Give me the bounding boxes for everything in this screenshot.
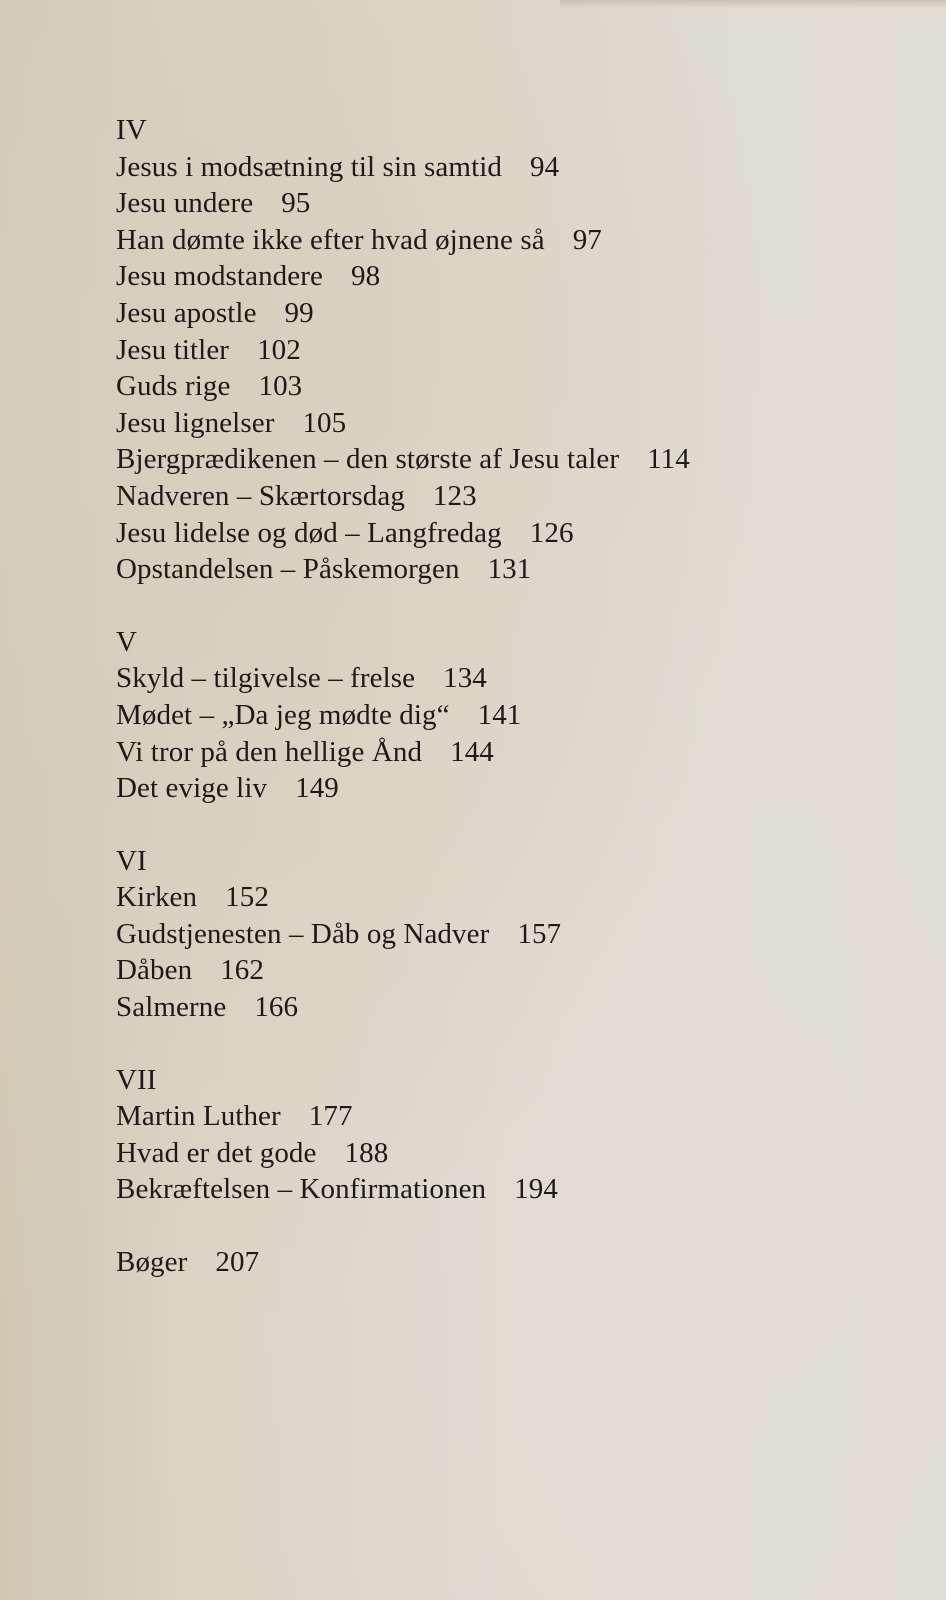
section-heading: IV [116,114,147,146]
toc-entry-title: Jesu apostle [116,296,257,329]
table-of-contents [116,112,876,1317]
toc-entry-title: Hvad er det gode [116,1136,317,1169]
toc-entry [116,879,876,916]
toc-entry [116,660,876,697]
toc-entry-books [116,1244,876,1281]
toc-entry-page: 207 [215,1246,260,1279]
toc-entry-page: 95 [281,187,311,220]
toc-entry-title: Salmerne [116,991,227,1024]
toc-entry [116,1135,876,1172]
toc-entry-page: 131 [487,553,532,586]
toc-entry-title: Han dømte ikke efter hvad øjnene så [116,223,545,256]
toc-entry [116,222,876,259]
toc-entry-page: 177 [308,1100,353,1133]
toc-entry [116,551,876,588]
toc-entry-page: 97 [572,223,602,256]
toc-entry-page: 99 [284,296,314,329]
toc-entry-page: 144 [450,735,494,768]
toc-entry [116,515,876,552]
toc-entry-title: Mødet – „Da jeg mødte dig“ [116,698,450,731]
toc-entry-title: Jesu modstandere [116,260,323,293]
toc-entry [116,478,876,515]
toc-entry [116,185,876,222]
toc-entry-title: Martin Luther [116,1100,281,1133]
toc-entry-title: Nadveren – Skærtorsdag [116,479,405,512]
toc-entry-title: Opstandelsen – Påskemorgen [116,553,460,586]
toc-entry-title: Guds rige [116,370,231,403]
page-edge-shadow [560,0,946,8]
toc-entry-page: 134 [443,662,487,695]
toc-entry [116,405,876,442]
toc-entry-page: 194 [514,1173,558,1206]
toc-entry-title: Jesu undere [116,187,254,220]
toc-entry-page: 141 [477,698,522,731]
toc-entry-title: Jesu lidelse og død – Langfredag [116,516,502,549]
toc-entry-page: 114 [647,443,690,476]
toc-entry-title: Dåben [116,954,193,987]
toc-entry-page: 166 [254,991,299,1024]
toc-entry-title: Det evige liv [116,772,268,805]
section-heading: VII [116,1063,157,1096]
toc-entry-page: 105 [302,406,347,439]
toc-entry-page: 157 [517,917,562,950]
toc-entry-title: Jesus i modsætning til sin samtid [116,150,502,183]
toc-entry [116,149,876,186]
toc-entry-title: Kirken [116,881,198,914]
toc-entry-page: 149 [295,772,339,805]
toc-entry [116,332,876,369]
toc-entry-page: 126 [529,516,574,549]
toc-entry [116,441,876,478]
toc-entry [116,952,876,989]
section-heading: V [116,625,138,658]
toc-entry-title: Vi tror på den hellige Ånd [116,735,423,768]
toc-entry [116,697,876,734]
toc-entry [116,1098,876,1135]
toc-entry [116,1171,876,1208]
toc-entry [116,734,876,771]
toc-entry [116,258,876,295]
toc-entry-title: Gudstjenesten – Dåb og Nadver [116,917,490,950]
toc-entry-page: 188 [344,1136,389,1169]
toc-entry-page: 102 [257,333,301,366]
toc-entry-title: Skyld – tilgivelse – frelse [116,662,416,695]
toc-entry-page: 162 [220,954,264,987]
toc-entry-page: 94 [529,150,560,183]
toc-entry-title: Bjergprædikenen – den største af Jesu taler [116,443,620,476]
toc-entry-page: 98 [350,260,381,293]
toc-entry [116,295,876,332]
toc-entry-title: Jesu titler [116,333,230,366]
toc-section-iv [116,112,876,588]
toc-section-v [116,624,876,807]
toc-entry-title: Bekræftelsen – Konfirmationen [116,1173,487,1206]
toc-section-vi [116,843,876,1026]
toc-entry [116,770,876,807]
toc-closing [116,1244,876,1281]
toc-entry [116,916,876,953]
toc-entry [116,989,876,1026]
toc-entry-title: Jesu lignelser [116,406,275,439]
section-heading: VI [116,844,147,877]
toc-section-vii [116,1062,876,1208]
toc-entry-page: 123 [432,479,477,512]
toc-entry-page: 103 [258,370,303,403]
toc-entry [116,368,876,405]
toc-entry-title: Bøger [116,1246,188,1279]
toc-entry-page: 152 [225,881,269,914]
